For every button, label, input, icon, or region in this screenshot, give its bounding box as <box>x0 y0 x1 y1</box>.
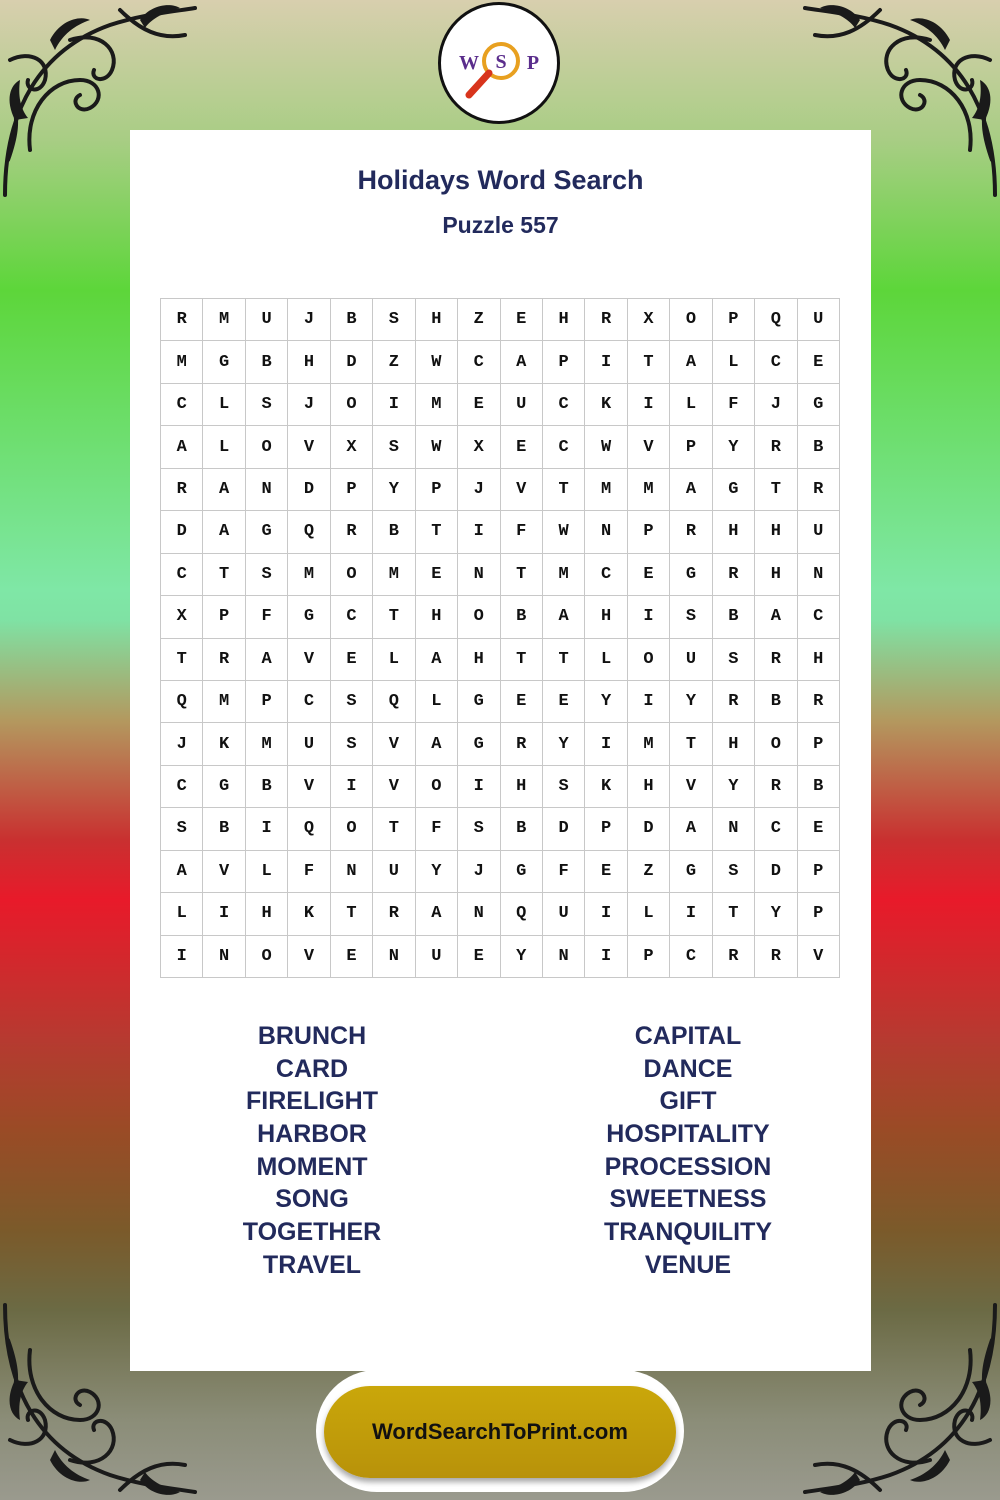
grid-cell[interactable]: L <box>203 384 245 426</box>
grid-cell[interactable]: R <box>331 511 373 553</box>
grid-cell[interactable]: P <box>585 808 627 850</box>
grid-cell[interactable]: X <box>628 299 670 341</box>
grid-cell[interactable]: C <box>755 341 797 383</box>
grid-cell[interactable]: G <box>203 341 245 383</box>
grid-cell[interactable]: R <box>670 511 712 553</box>
grid-cell[interactable]: O <box>331 808 373 850</box>
grid-cell[interactable]: U <box>416 936 458 978</box>
grid-cell[interactable]: C <box>755 808 797 850</box>
grid-cell[interactable]: I <box>161 936 203 978</box>
grid-cell[interactable]: D <box>331 341 373 383</box>
grid-cell[interactable]: S <box>373 426 415 468</box>
grid-cell[interactable]: E <box>543 681 585 723</box>
grid-cell[interactable]: T <box>755 469 797 511</box>
grid-cell[interactable]: T <box>628 341 670 383</box>
grid-cell[interactable]: C <box>161 554 203 596</box>
grid-cell[interactable]: S <box>331 723 373 765</box>
grid-cell[interactable]: A <box>670 469 712 511</box>
grid-cell[interactable]: E <box>458 936 500 978</box>
grid-cell[interactable]: A <box>416 639 458 681</box>
grid-cell[interactable]: R <box>161 299 203 341</box>
grid-cell[interactable]: P <box>416 469 458 511</box>
word-list-item: MOMENT <box>256 1152 368 1181</box>
word-list-item: CARD <box>275 1054 349 1083</box>
grid-cell[interactable]: B <box>713 596 755 638</box>
grid-cell[interactable]: S <box>246 384 288 426</box>
grid-cell[interactable]: O <box>331 554 373 596</box>
grid-cell[interactable]: B <box>501 596 543 638</box>
grid-cell[interactable]: C <box>161 766 203 808</box>
grid-cell[interactable]: M <box>288 554 330 596</box>
grid-cell[interactable]: G <box>288 596 330 638</box>
grid-cell[interactable]: V <box>288 426 330 468</box>
grid-cell[interactable]: Y <box>755 893 797 935</box>
grid-cell[interactable]: I <box>585 723 627 765</box>
grid-cell[interactable]: G <box>798 384 840 426</box>
grid-cell[interactable]: U <box>543 893 585 935</box>
grid-cell[interactable]: S <box>331 681 373 723</box>
grid-cell[interactable]: Q <box>373 681 415 723</box>
grid-cell[interactable]: B <box>501 808 543 850</box>
grid-cell[interactable]: L <box>203 426 245 468</box>
grid-cell[interactable]: V <box>203 851 245 893</box>
grid-cell[interactable]: U <box>246 299 288 341</box>
grid-cell[interactable]: J <box>288 384 330 426</box>
grid-cell[interactable]: C <box>798 596 840 638</box>
grid-cell[interactable]: C <box>458 341 500 383</box>
grid-cell[interactable]: G <box>458 681 500 723</box>
grid-cell[interactable]: L <box>373 639 415 681</box>
grid-cell[interactable]: V <box>501 469 543 511</box>
grid-cell[interactable]: Y <box>585 681 627 723</box>
grid-cell[interactable]: A <box>161 851 203 893</box>
grid-cell[interactable]: O <box>628 639 670 681</box>
grid-cell[interactable]: Y <box>713 766 755 808</box>
magnifier-handle-icon <box>469 73 489 95</box>
grid-cell[interactable]: I <box>585 893 627 935</box>
grid-cell[interactable]: P <box>628 936 670 978</box>
grid-cell[interactable]: T <box>543 639 585 681</box>
grid-cell[interactable]: P <box>670 426 712 468</box>
grid-cell[interactable]: P <box>628 511 670 553</box>
grid-cell[interactable]: H <box>713 723 755 765</box>
word-list-item: HOSPITALITY <box>606 1120 770 1149</box>
grid-cell[interactable]: D <box>288 469 330 511</box>
grid-cell[interactable]: A <box>543 596 585 638</box>
grid-cell[interactable]: P <box>798 851 840 893</box>
grid-cell[interactable]: Y <box>416 851 458 893</box>
grid-cell[interactable]: A <box>755 596 797 638</box>
grid-cell[interactable]: P <box>331 469 373 511</box>
grid-cell[interactable]: Q <box>288 808 330 850</box>
grid-cell[interactable]: M <box>203 299 245 341</box>
grid-cell[interactable]: O <box>246 426 288 468</box>
grid-cell[interactable]: M <box>628 469 670 511</box>
word-list-item: TRANQUILITY <box>603 1218 773 1247</box>
grid-cell[interactable]: C <box>585 554 627 596</box>
grid-cell[interactable]: Q <box>501 893 543 935</box>
site-link[interactable]: WordSearchToPrint.com <box>324 1386 676 1478</box>
grid-cell[interactable]: M <box>203 681 245 723</box>
grid-cell[interactable]: R <box>755 639 797 681</box>
grid-cell[interactable]: I <box>585 341 627 383</box>
grid-cell[interactable]: Z <box>458 299 500 341</box>
grid-cell[interactable]: V <box>373 766 415 808</box>
grid-cell[interactable]: W <box>416 426 458 468</box>
grid-cell[interactable]: R <box>161 469 203 511</box>
grid-cell[interactable]: H <box>755 554 797 596</box>
grid-cell[interactable]: Y <box>670 681 712 723</box>
grid-cell[interactable]: R <box>713 681 755 723</box>
grid-cell[interactable]: H <box>798 639 840 681</box>
grid-cell[interactable]: L <box>416 681 458 723</box>
grid-cell[interactable]: S <box>458 808 500 850</box>
grid-cell[interactable]: S <box>246 554 288 596</box>
grid-cell[interactable]: B <box>203 808 245 850</box>
grid-cell[interactable]: I <box>458 511 500 553</box>
grid-cell[interactable]: I <box>628 681 670 723</box>
grid-cell[interactable]: V <box>628 426 670 468</box>
grid-cell[interactable]: Y <box>543 723 585 765</box>
grid-cell[interactable]: O <box>458 596 500 638</box>
grid-cell[interactable]: J <box>458 469 500 511</box>
grid-cell[interactable]: B <box>755 681 797 723</box>
grid-cell[interactable]: Q <box>288 511 330 553</box>
grid-cell[interactable]: V <box>373 723 415 765</box>
grid-cell[interactable]: G <box>670 554 712 596</box>
grid-cell[interactable]: M <box>628 723 670 765</box>
grid-cell[interactable]: G <box>501 851 543 893</box>
grid-cell[interactable]: R <box>203 639 245 681</box>
grid-cell[interactable]: X <box>331 426 373 468</box>
word-list-item: SWEETNESS <box>609 1185 767 1214</box>
puzzle-card <box>130 130 871 1371</box>
grid-cell[interactable]: D <box>755 851 797 893</box>
grid-cell[interactable]: X <box>458 426 500 468</box>
word-list-item: BRUNCH <box>257 1022 367 1050</box>
grid-cell[interactable]: N <box>798 554 840 596</box>
grid-cell[interactable]: L <box>713 341 755 383</box>
grid-cell[interactable]: C <box>331 596 373 638</box>
grid-cell[interactable]: S <box>543 766 585 808</box>
grid-cell[interactable]: K <box>203 723 245 765</box>
grid-cell[interactable]: Z <box>373 341 415 383</box>
grid-cell[interactable]: V <box>670 766 712 808</box>
grid-cell[interactable]: G <box>458 723 500 765</box>
grid-cell[interactable]: Q <box>755 299 797 341</box>
grid-cell[interactable]: R <box>798 681 840 723</box>
grid-cell[interactable]: L <box>161 893 203 935</box>
grid-cell[interactable]: E <box>458 384 500 426</box>
grid-cell[interactable]: S <box>161 808 203 850</box>
grid-cell[interactable]: N <box>458 554 500 596</box>
grid-cell[interactable]: E <box>501 426 543 468</box>
grid-cell[interactable]: A <box>203 469 245 511</box>
grid-cell[interactable]: T <box>331 893 373 935</box>
grid-cell[interactable]: T <box>543 469 585 511</box>
grid-cell[interactable]: H <box>628 766 670 808</box>
grid-cell[interactable]: H <box>416 596 458 638</box>
grid-cell[interactable]: E <box>501 681 543 723</box>
word-list-item: GIFT <box>659 1087 717 1116</box>
grid-cell[interactable]: C <box>543 426 585 468</box>
letter-grid <box>160 298 840 978</box>
grid-cell[interactable]: S <box>713 851 755 893</box>
grid-cell[interactable]: Y <box>713 426 755 468</box>
grid-cell[interactable]: E <box>798 341 840 383</box>
grid-cell[interactable]: L <box>670 384 712 426</box>
grid-cell[interactable]: V <box>288 936 330 978</box>
grid-cell[interactable]: F <box>288 851 330 893</box>
grid-cell[interactable]: E <box>416 554 458 596</box>
grid-cell[interactable]: C <box>670 936 712 978</box>
grid-cell[interactable]: R <box>755 936 797 978</box>
puzzle-subtitle: Puzzle 557 <box>442 212 559 238</box>
grid-cell[interactable]: G <box>670 851 712 893</box>
grid-cell[interactable]: W <box>416 341 458 383</box>
logo-letter-w: W <box>459 52 479 74</box>
word-list-item: TRAVEL <box>262 1250 362 1279</box>
grid-cell[interactable]: T <box>416 511 458 553</box>
grid-cell[interactable]: T <box>501 639 543 681</box>
grid-cell[interactable]: P <box>246 681 288 723</box>
grid-cell[interactable]: U <box>373 851 415 893</box>
grid-cell[interactable]: D <box>543 808 585 850</box>
grid-cell[interactable]: C <box>161 384 203 426</box>
grid-cell[interactable]: M <box>373 554 415 596</box>
word-list-item: TOGETHER <box>242 1218 382 1247</box>
grid-cell[interactable]: Y <box>501 936 543 978</box>
grid-cell[interactable]: N <box>373 936 415 978</box>
logo-letter-s: S <box>495 51 507 73</box>
grid-cell[interactable]: O <box>331 384 373 426</box>
grid-cell[interactable]: A <box>161 426 203 468</box>
grid-cell[interactable]: T <box>161 639 203 681</box>
grid-cell[interactable]: P <box>798 893 840 935</box>
grid-cell[interactable]: D <box>161 511 203 553</box>
grid-cell[interactable]: X <box>161 596 203 638</box>
grid-cell[interactable]: H <box>288 341 330 383</box>
grid-cell[interactable]: W <box>543 511 585 553</box>
grid-cell[interactable]: V <box>288 766 330 808</box>
grid-cell[interactable]: R <box>501 723 543 765</box>
grid-cell[interactable]: F <box>501 511 543 553</box>
grid-cell[interactable]: H <box>713 511 755 553</box>
grid-cell[interactable]: I <box>585 936 627 978</box>
grid-cell[interactable]: R <box>713 554 755 596</box>
grid-cell[interactable]: G <box>713 469 755 511</box>
grid-cell[interactable]: S <box>373 299 415 341</box>
word-list-item: CAPITAL <box>634 1022 742 1050</box>
grid-cell[interactable]: H <box>755 511 797 553</box>
grid-cell[interactable]: F <box>543 851 585 893</box>
grid-cell[interactable]: U <box>798 299 840 341</box>
grid-cell[interactable]: R <box>798 469 840 511</box>
grid-cell[interactable]: M <box>246 723 288 765</box>
word-list-item: SONG <box>275 1185 349 1214</box>
logo-letter-p: P <box>526 52 540 74</box>
grid-cell[interactable]: P <box>543 341 585 383</box>
grid-cell[interactable]: B <box>331 299 373 341</box>
grid-cell[interactable]: E <box>628 554 670 596</box>
grid-cell[interactable]: J <box>458 851 500 893</box>
grid-cell[interactable]: R <box>755 766 797 808</box>
grid-cell[interactable]: O <box>416 766 458 808</box>
grid-cell[interactable]: H <box>458 639 500 681</box>
grid-cell[interactable]: P <box>203 596 245 638</box>
grid-cell[interactable]: B <box>798 426 840 468</box>
grid-cell[interactable]: I <box>628 596 670 638</box>
grid-cell[interactable]: T <box>373 596 415 638</box>
grid-cell[interactable]: S <box>670 596 712 638</box>
grid-cell[interactable]: I <box>670 893 712 935</box>
grid-cell[interactable]: M <box>543 554 585 596</box>
grid-cell[interactable]: R <box>755 426 797 468</box>
grid-cell[interactable]: V <box>798 936 840 978</box>
grid-cell[interactable]: E <box>585 851 627 893</box>
puzzle-title: Holidays Word Search <box>357 165 644 195</box>
grid-cell[interactable]: L <box>246 851 288 893</box>
grid-cell[interactable]: A <box>416 893 458 935</box>
word-list-item: HARBOR <box>257 1120 367 1149</box>
grid-cell[interactable]: A <box>246 639 288 681</box>
grid-cell[interactable]: L <box>628 893 670 935</box>
grid-cell[interactable]: M <box>585 469 627 511</box>
grid-cell[interactable]: U <box>288 723 330 765</box>
grid-cell[interactable]: N <box>585 511 627 553</box>
grid-cell[interactable]: A <box>203 511 245 553</box>
grid-cell[interactable]: A <box>416 723 458 765</box>
grid-cell[interactable]: J <box>755 384 797 426</box>
grid-cell[interactable]: O <box>246 936 288 978</box>
grid-cell[interactable]: L <box>585 639 627 681</box>
grid-cell[interactable]: K <box>585 384 627 426</box>
footer-badge <box>316 1370 684 1492</box>
grid-cell[interactable]: N <box>203 936 245 978</box>
grid-cell[interactable]: B <box>373 511 415 553</box>
grid-cell[interactable]: T <box>373 808 415 850</box>
grid-cell[interactable]: I <box>373 384 415 426</box>
grid-cell[interactable]: N <box>713 808 755 850</box>
grid-cell[interactable]: I <box>331 766 373 808</box>
grid-cell[interactable]: C <box>288 681 330 723</box>
grid-cell[interactable]: Z <box>628 851 670 893</box>
grid-cell[interactable]: B <box>798 766 840 808</box>
grid-cell[interactable]: S <box>713 639 755 681</box>
wsp-logo[interactable] <box>438 2 560 124</box>
grid-cell[interactable]: N <box>246 469 288 511</box>
grid-cell[interactable]: E <box>331 639 373 681</box>
grid-cell[interactable]: V <box>288 639 330 681</box>
grid-cell[interactable]: H <box>246 893 288 935</box>
grid-cell[interactable]: O <box>755 723 797 765</box>
grid-cell[interactable]: I <box>458 766 500 808</box>
grid-cell[interactable]: I <box>246 808 288 850</box>
grid-cell[interactable]: T <box>501 554 543 596</box>
grid-cell[interactable]: H <box>543 299 585 341</box>
word-list-item: DANCE <box>643 1054 733 1083</box>
grid-cell[interactable]: A <box>670 808 712 850</box>
grid-cell[interactable]: T <box>670 723 712 765</box>
grid-cell[interactable]: W <box>585 426 627 468</box>
grid-cell[interactable]: K <box>288 893 330 935</box>
grid-cell[interactable]: F <box>246 596 288 638</box>
grid-cell[interactable]: E <box>501 299 543 341</box>
grid-cell[interactable]: A <box>501 341 543 383</box>
grid-cell[interactable]: H <box>416 299 458 341</box>
grid-cell[interactable]: R <box>713 936 755 978</box>
grid-cell[interactable]: H <box>585 596 627 638</box>
grid-cell[interactable]: Q <box>161 681 203 723</box>
grid-cell[interactable]: J <box>288 299 330 341</box>
grid-cell[interactable]: I <box>203 893 245 935</box>
grid-cell[interactable]: B <box>246 766 288 808</box>
grid-cell[interactable]: H <box>501 766 543 808</box>
grid-cell[interactable]: M <box>416 384 458 426</box>
grid-cell[interactable]: E <box>798 808 840 850</box>
grid-cell[interactable]: F <box>713 384 755 426</box>
grid-cell[interactable]: P <box>713 299 755 341</box>
word-list-item: PROCESSION <box>604 1152 772 1181</box>
grid-cell[interactable]: F <box>416 808 458 850</box>
grid-cell[interactable]: A <box>670 341 712 383</box>
word-list-item: VENUE <box>644 1250 732 1279</box>
grid-cell[interactable]: K <box>585 766 627 808</box>
grid-cell[interactable]: T <box>713 893 755 935</box>
grid-cell[interactable]: G <box>246 511 288 553</box>
grid-cell[interactable]: I <box>628 384 670 426</box>
grid-cell[interactable]: M <box>161 341 203 383</box>
grid-cell[interactable]: O <box>670 299 712 341</box>
grid-cell[interactable]: N <box>458 893 500 935</box>
word-list-item: FIRELIGHT <box>246 1087 378 1116</box>
grid-cell[interactable]: D <box>628 808 670 850</box>
grid-cell[interactable]: R <box>373 893 415 935</box>
grid-cell[interactable]: E <box>331 936 373 978</box>
grid-cell[interactable]: N <box>331 851 373 893</box>
grid-cell[interactable]: U <box>501 384 543 426</box>
grid-cell[interactable]: P <box>798 723 840 765</box>
grid-cell[interactable]: R <box>585 299 627 341</box>
grid-cell[interactable]: U <box>798 511 840 553</box>
grid-cell[interactable]: G <box>203 766 245 808</box>
grid-cell[interactable]: J <box>161 723 203 765</box>
grid-cell[interactable]: T <box>203 554 245 596</box>
grid-cell[interactable]: U <box>670 639 712 681</box>
grid-cell[interactable]: C <box>543 384 585 426</box>
word-list-right <box>538 1020 838 1282</box>
grid-cell[interactable]: N <box>543 936 585 978</box>
word-list-left <box>162 1020 462 1282</box>
grid-cell[interactable]: B <box>246 341 288 383</box>
grid-cell[interactable]: Y <box>373 469 415 511</box>
